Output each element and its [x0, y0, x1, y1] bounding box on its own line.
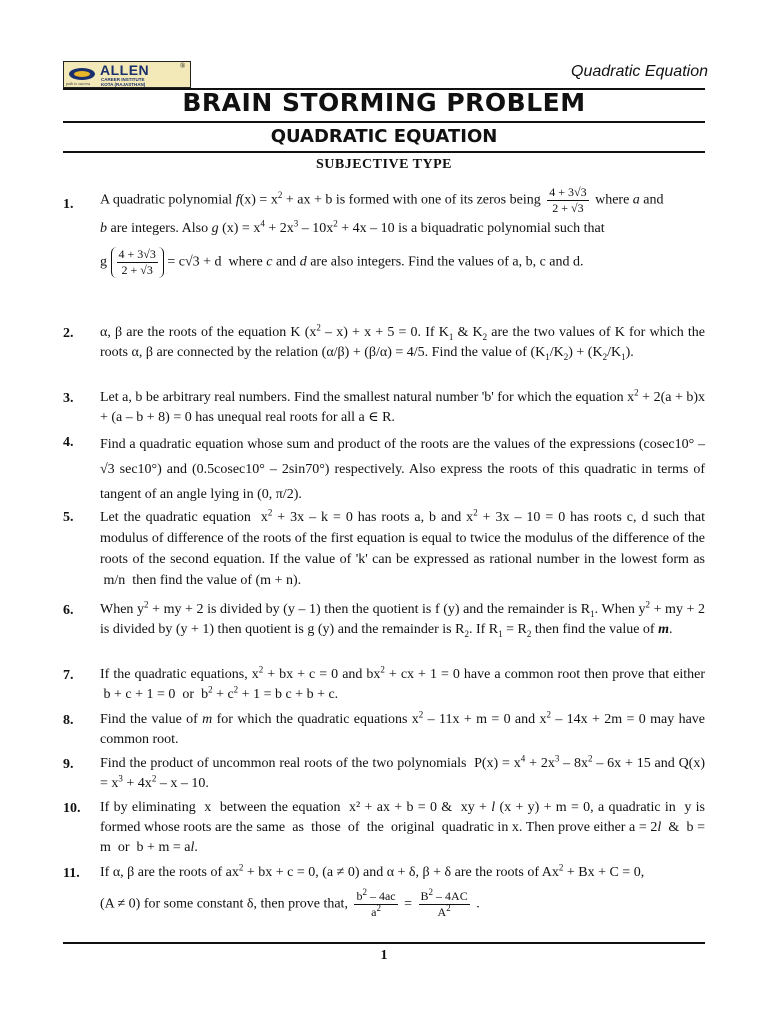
question-number: 4. [63, 435, 74, 450]
question-8 [63, 710, 705, 750]
footer-rule [63, 942, 705, 944]
question-number: 10. [63, 801, 81, 816]
question-10 [63, 798, 705, 858]
logo-sub: CAREER INSTITUTE KOTA (RAJASTHAN) [101, 77, 146, 87]
question-text: If by eliminating x between the equation x² + ax + b = 0 & xy + l (x + y) + m = 0, a quadratic in y is formed whose roots are the same as those of the original quadratic in x. Then prove either a = 2l & b = m or b + m = al. [100, 800, 705, 855]
question-number: 6. [63, 603, 74, 618]
question-3 [63, 388, 705, 428]
question-number: 2. [63, 326, 74, 341]
question-6 [63, 600, 705, 640]
question-text: Find a quadratic equation whose sum and product of the roots are the values of the expressions (cosec10° – √3 sec10°) and (0.5cosec10° – 2sin70°) respectively. Also express the roots of this quadratic in terms of tangent of an angle lying in (0, π/2). [100, 437, 705, 502]
question-text: Find the product of uncommon real roots of the two polynomials $P(x) = x^4 + 2x^3 - 8x^2 - 6x + 15$ and $Q(x) = x^3 + 4x^2 - x - 10$. [100, 753, 705, 791]
question-2 [63, 323, 705, 363]
question-1 [63, 185, 705, 278]
question-text: Let the quadratic equation $x^2 + 3x - k = 0$ has roots a, b and $x^2 + 3x - 10 = 0$ has roots c, d such that modulus of difference of the roots of the first equation is equal to twice the modulus of the difference of the roots of the second equation. If the value of 'k' can be expressed as rational number in the lowest form as m/n then find the value of (m + n). [100, 507, 705, 588]
title-rule [63, 121, 705, 123]
question-text: A quadratic polynomial $f(x) = x^2$ + ax + b is formed with one of its zeros being $\frac{4 + 3√3}{2 + √3}$ where a and b are integers. Also g $(x) = x^4 + 2x^3 - 10x^2 + 4x - 10$ is a biquadratic polynomial such that g $\frac{4 + 3√3}{2 + √3}$ = c√3 + d where c and d are also integers. Find the values of a, b, c and d. [100, 185, 664, 277]
question-number: 3. [63, 391, 74, 406]
question-5 [63, 507, 705, 591]
chapter-header: Quadratic Equation [571, 63, 708, 80]
question-number: 7. [63, 668, 74, 683]
section-heading: SUBJECTIVE TYPE [315, 157, 452, 172]
question-7 [63, 665, 705, 705]
question-number: 8. [63, 713, 74, 728]
question-11 [63, 863, 705, 920]
question-text: α, β are the roots of the equation K $(x^2 - x) + x + 5 = 0$. If $K_1$ & $K_2$ are the two values of K for which the roots α, β are connected by the relation (α/β) + (β/α) = 4/5. Find the value of $(K_1/K_2) + (K_2/K_1)$. [100, 322, 705, 362]
question-number: 5. [63, 510, 74, 525]
question-text: When $y^2$ + my + 2 is divided by (y – 1) then the quotient is f (y) and the remainder is $R_1$. When $y^2$ + my + 2 is divided by (y + 1) then quotient is g (y) and the remainder is $R_2$. If $R_1 = R_2$ then find the value of m. [100, 599, 705, 639]
question-number: 11. [63, 866, 80, 881]
question-text: If α, β are the roots of $ax^2$ + bx + c = 0, (a ≠ 0) and α + δ, β + δ are the roots of $Ax^2 + Bx + C = 0$, (A ≠ 0) for some constant δ, then prove that, $\frac{b^2 - 4ac}{a^2}$ = $\frac{B^2 - 4AC}{A^2}$ . [100, 862, 645, 919]
subtitle-rule [63, 151, 705, 153]
logo-brand: ALLEN [100, 62, 150, 78]
question-4 [63, 432, 705, 507]
question-text: Find the value of m for which the quadratic equations $x^2 - 11x + m = 0$ and $x^2 - 14x + 2m = 0$ may have common root. [100, 709, 706, 747]
page-subtitle: QUADRATIC EQUATION [270, 126, 498, 147]
question-number: 1. [63, 197, 74, 212]
question-number: 9. [63, 757, 74, 772]
page-number: 1 [380, 948, 388, 963]
question-text: If the quadratic equations, $x^2$ + bx + c = 0 and $bx^2$ + cx + 1 = 0 have a common root then prove that either b + c + 1 = 0 or $b^2 + c^2 + 1 = b$ c + b + c. [100, 664, 705, 702]
page-title: BRAIN STORMING PROBLEM [182, 88, 586, 117]
question-9 [63, 754, 705, 794]
logo-registered-mark: ® [180, 62, 186, 70]
question-text: Let a, b be arbitrary real numbers. Find the smallest natural number 'b' for which the equation $x^2 + 2(a + b)x + (a - b + 8) = 0$ has unequal real roots for all a ∈ R. [100, 387, 706, 425]
logo-tagline: path to success [66, 81, 91, 86]
